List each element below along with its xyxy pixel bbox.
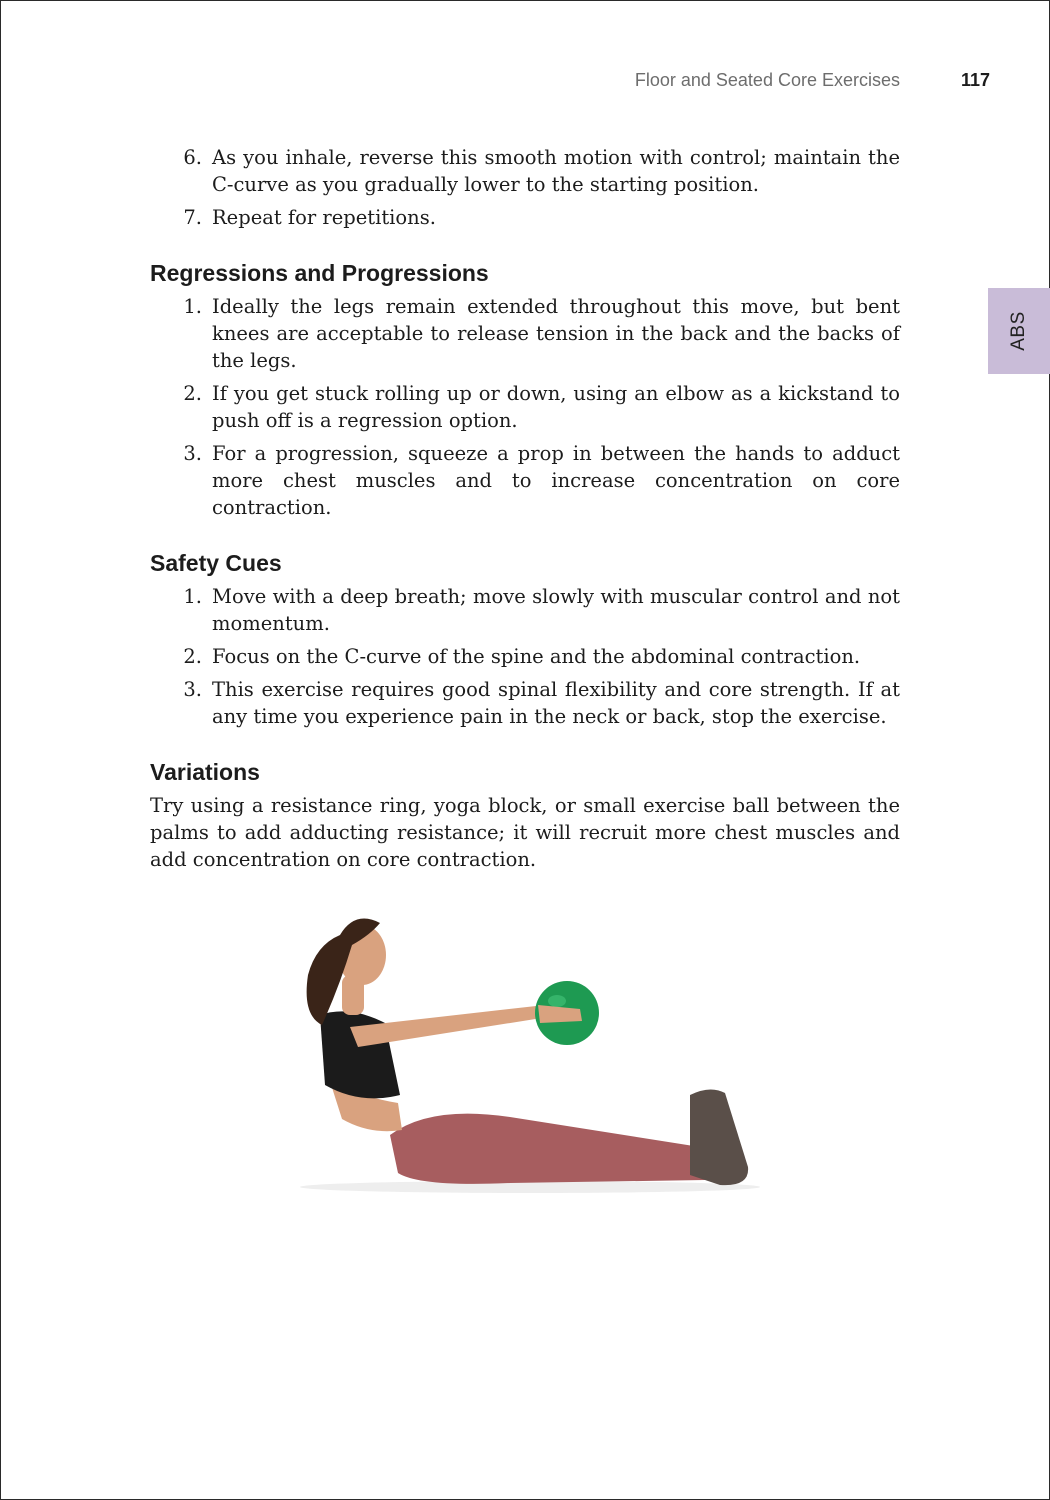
list-number: 1. xyxy=(183,585,202,608)
list-text: If you get stuck rolling up or down, using an elbow as a kickstand to push off is a regression option. xyxy=(212,382,900,432)
floor-shadow xyxy=(300,1181,760,1193)
page-content xyxy=(150,144,900,873)
list-text: This exercise requires good spinal flexibility and core strength. If at any time you experience pain in the neck or back, stop the exercise. xyxy=(212,678,900,728)
list-text: Move with a deep breath; move slowly with muscular control and not momentum. xyxy=(212,585,900,635)
section-tab-abs[interactable] xyxy=(988,288,1050,374)
steps-continued-list xyxy=(150,144,900,231)
variations-text: Try using a resistance ring, yoga block, or small exercise ball between the palms to add adducting resistance; it will recruit more chest muscles and add concentration on core contraction. xyxy=(150,794,900,871)
running-head: Floor and Seated Core Exercises xyxy=(634,70,900,90)
list-text: For a progression, squeeze a prop in between the hands to adduct more chest muscles and to increase concentration on core contraction. xyxy=(212,442,900,519)
list-item xyxy=(150,676,900,730)
list-item xyxy=(150,583,900,637)
list-number: 7. xyxy=(183,206,202,229)
list-item xyxy=(150,440,900,521)
ball-highlight xyxy=(548,995,566,1007)
arms xyxy=(350,1005,548,1047)
list-text: As you inhale, reverse this smooth motion with control; maintain the C-curve as you gradually lower to the starting position. xyxy=(212,146,900,196)
list-number: 2. xyxy=(183,382,202,405)
list-item xyxy=(150,643,900,670)
list-text: Ideally the legs remain extended throughout this move, but bent knees are acceptable to release tension in the back and the backs of the legs. xyxy=(212,295,900,372)
list-item xyxy=(150,293,900,374)
list-number: 1. xyxy=(183,295,202,318)
list-number: 2. xyxy=(183,645,202,668)
list-item xyxy=(150,204,900,231)
list-number: 6. xyxy=(183,146,202,169)
leggings xyxy=(390,1114,711,1184)
list-text: Focus on the C-curve of the spine and the abdominal contraction. xyxy=(212,645,861,668)
shoes xyxy=(690,1089,748,1185)
list-number: 3. xyxy=(183,678,202,701)
safety-heading: Safety Cues xyxy=(150,550,282,576)
list-item xyxy=(150,380,900,434)
regressions-list xyxy=(150,293,900,521)
section-tab-label: ABS xyxy=(1008,311,1029,351)
list-item xyxy=(150,144,900,198)
list-number: 3. xyxy=(183,442,202,465)
variations-heading: Variations xyxy=(150,759,260,785)
exercise-illustration xyxy=(280,905,780,1205)
regressions-heading: Regressions and Progressions xyxy=(150,260,489,286)
safety-list xyxy=(150,583,900,730)
list-text: Repeat for repetitions. xyxy=(212,206,436,229)
exercise-photo xyxy=(280,905,780,1205)
page-number: 117 xyxy=(960,70,990,90)
